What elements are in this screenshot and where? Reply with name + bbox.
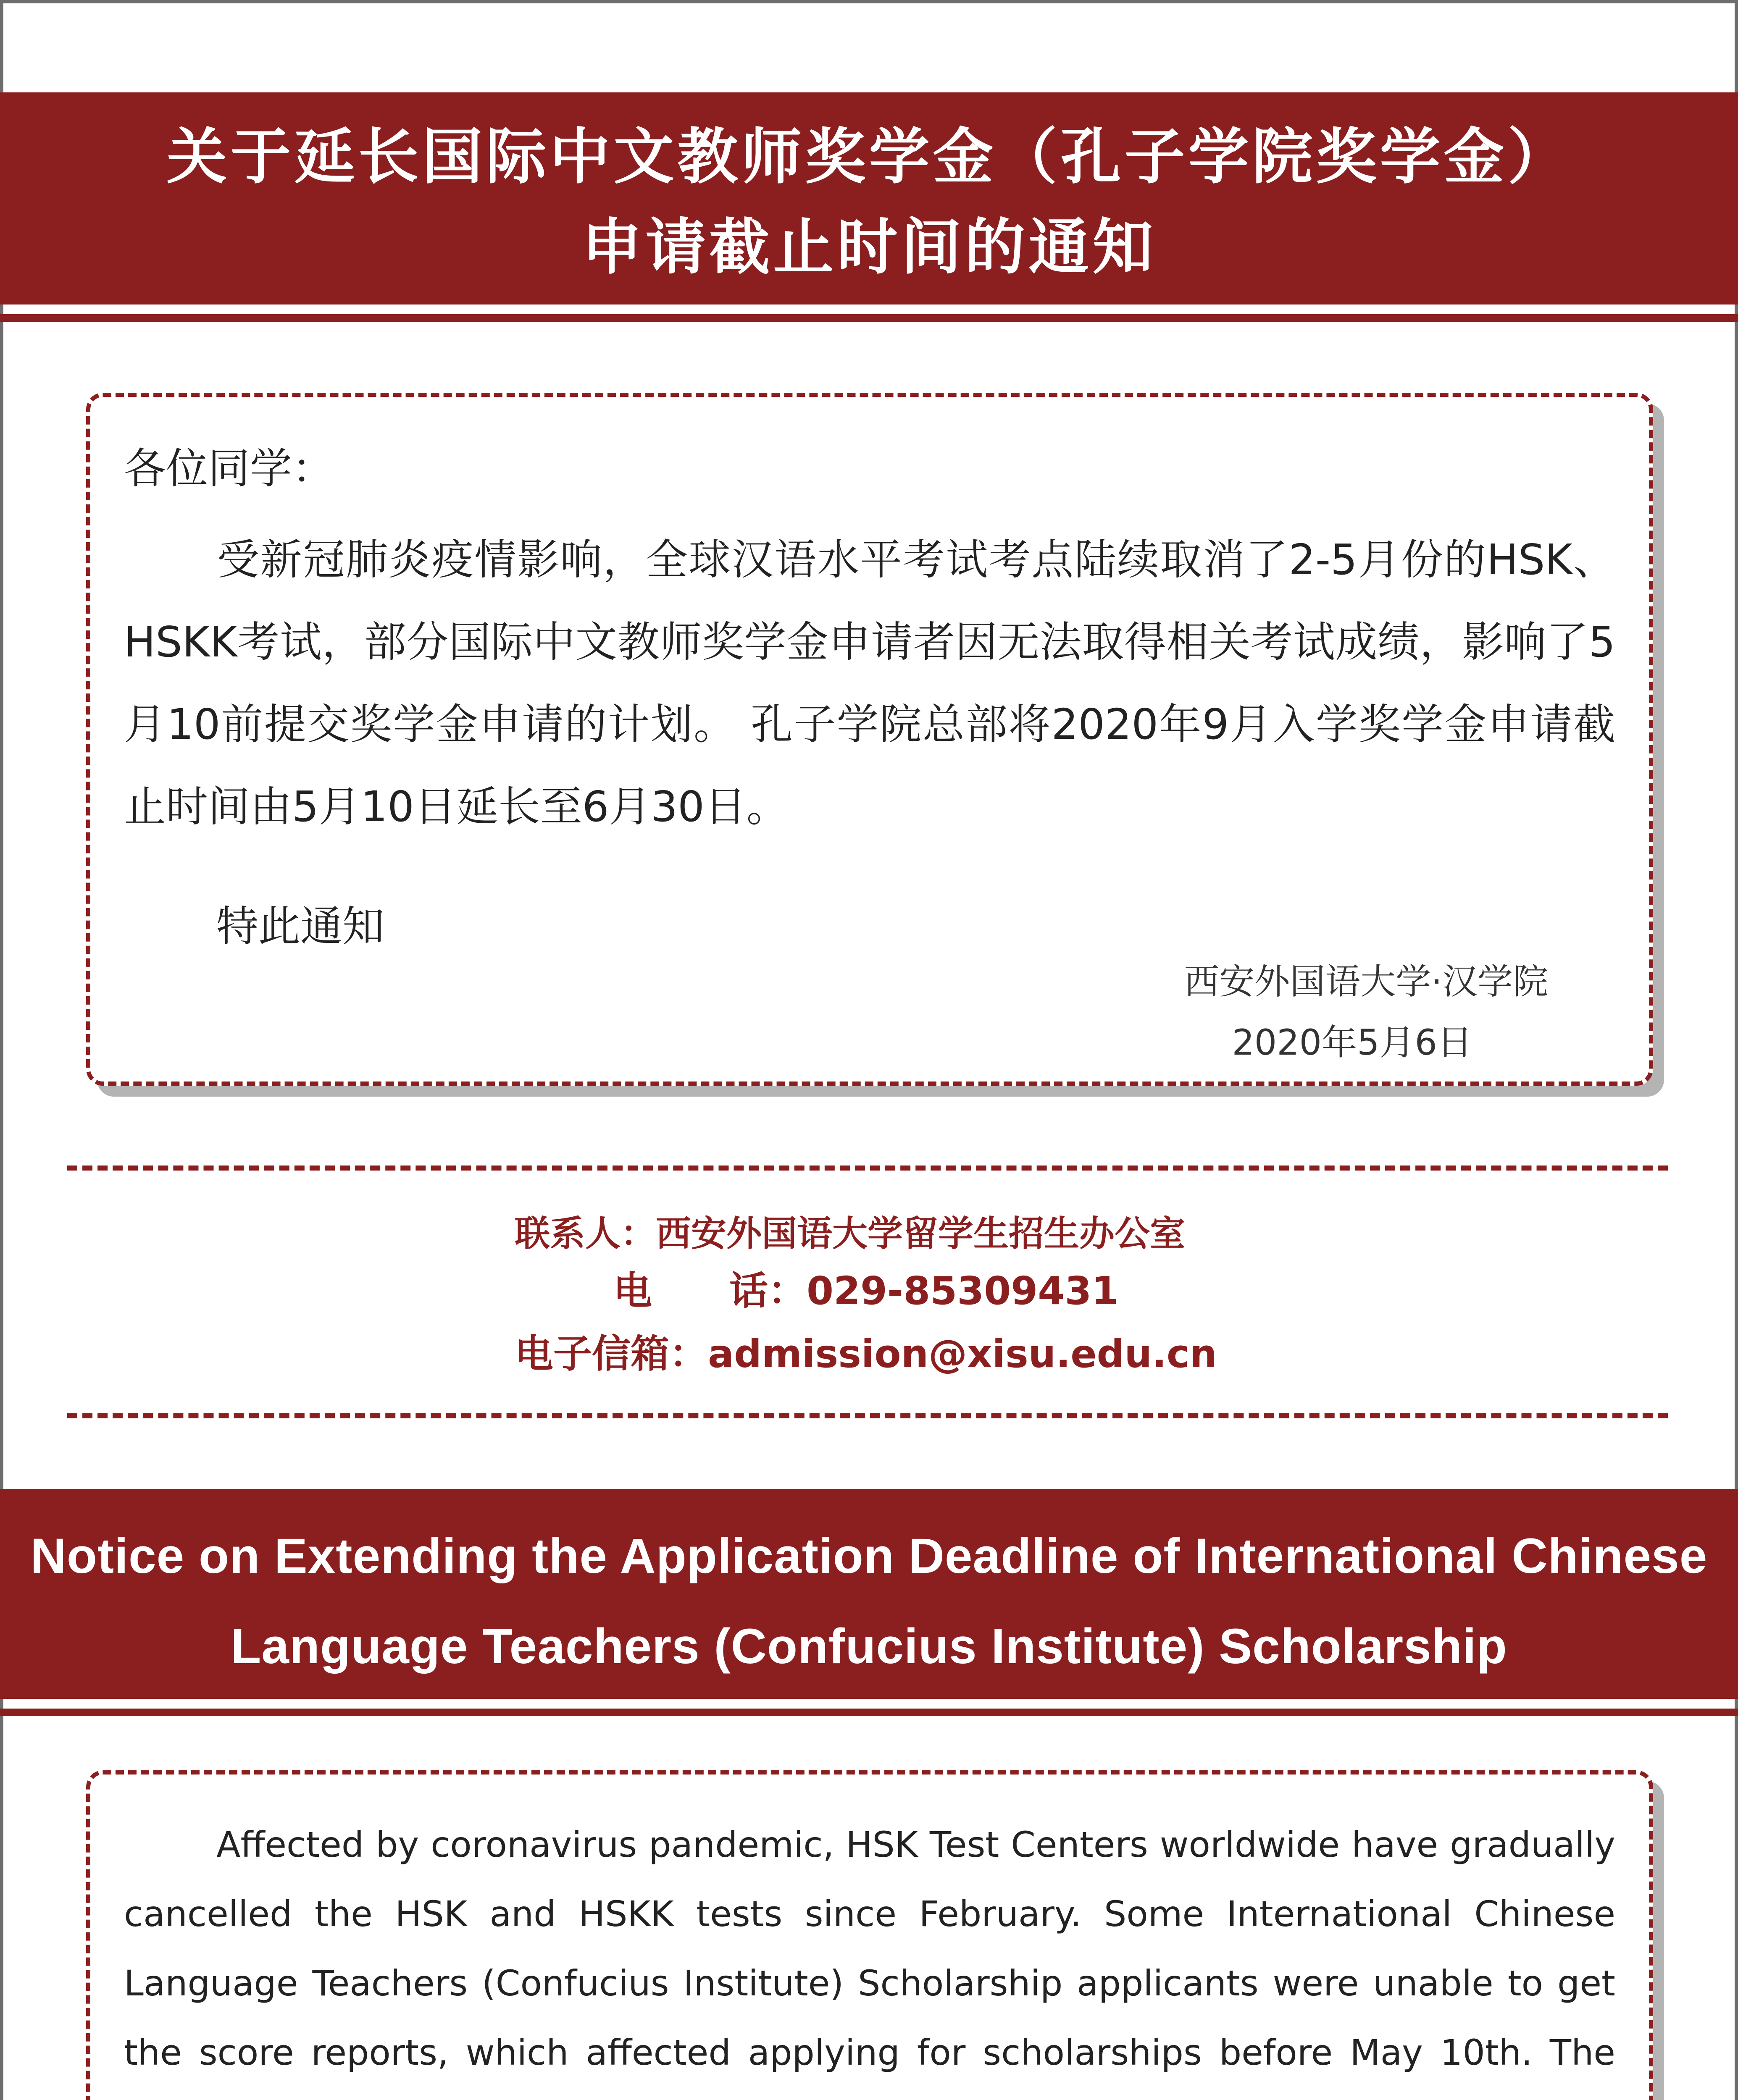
english-title-line-1: Notice on Extending the Application Deadline of International Chinese xyxy=(30,1528,1708,1584)
email-label: 电子信箱： xyxy=(515,1331,708,1376)
chinese-title-line-1: 关于延长国际中文教师奖学金（孔子学院奖学金） xyxy=(166,121,1572,192)
chinese-title-underline xyxy=(0,314,1738,322)
english-title-line-2: Language Teachers (Confucius Institute) Scholarship xyxy=(231,1619,1507,1674)
dashed-divider xyxy=(67,1166,1668,1171)
chinese-title-line-2: 申请截止时间的通知 xyxy=(581,212,1157,282)
english-notice-body xyxy=(124,1810,1615,2100)
chinese-contact-line xyxy=(515,1205,1185,1256)
telephone-value: 029-85309431 xyxy=(807,1268,1119,1313)
dashed-divider xyxy=(67,1413,1668,1418)
chinese-closing: 特此通知 xyxy=(216,902,384,951)
chinese-signer: 西安外国语大学·汉学院 xyxy=(1184,961,1548,1002)
chinese-notice-body xyxy=(124,519,1615,848)
email-link[interactable]: admission@xisu.edu.cn xyxy=(708,1331,1217,1376)
chinese-greeting: 各位同学： xyxy=(124,444,334,493)
chinese-body-text: 受新冠肺炎疫情影响，全球汉语水平考试考点陆续取消了2-5月份的HSK、HSKK考试，部分国际中文教师奖学金申请者因无法取得相关考试成绩，影响了5月10前提交奖学金申请的计划。 孔子学院总部将2020年9月入学奖学金申请截止时间由5月10日延长至6月30日。 xyxy=(124,535,1615,831)
english-title-underline xyxy=(0,1709,1738,1716)
chinese-notice-card xyxy=(86,393,1653,1086)
chinese-telephone-line xyxy=(613,1260,1118,1315)
english-body-text: Affected by coronavirus pandemic, HSK Test Centers worldwide have gradually cancelled the HSK and HSKK tests since February. Some International Chinese Language Teachers (Confucius Institute) Scholarship applicants were unable to get the score reports, which affected applying for scholarships before May 10th. The xyxy=(124,1824,1615,2073)
english-notice-card xyxy=(86,1770,1653,2100)
telephone-label: 电 话： xyxy=(613,1268,807,1313)
chinese-date: 2020年5月6日 xyxy=(1232,1022,1472,1063)
chinese-email-line xyxy=(515,1323,1217,1378)
english-title-banner xyxy=(0,1489,1738,1699)
contact-value: 西安外国语大学留学生招生办公室 xyxy=(656,1213,1186,1254)
contact-label: 联系人： xyxy=(515,1213,656,1254)
chinese-title-banner xyxy=(0,92,1738,304)
